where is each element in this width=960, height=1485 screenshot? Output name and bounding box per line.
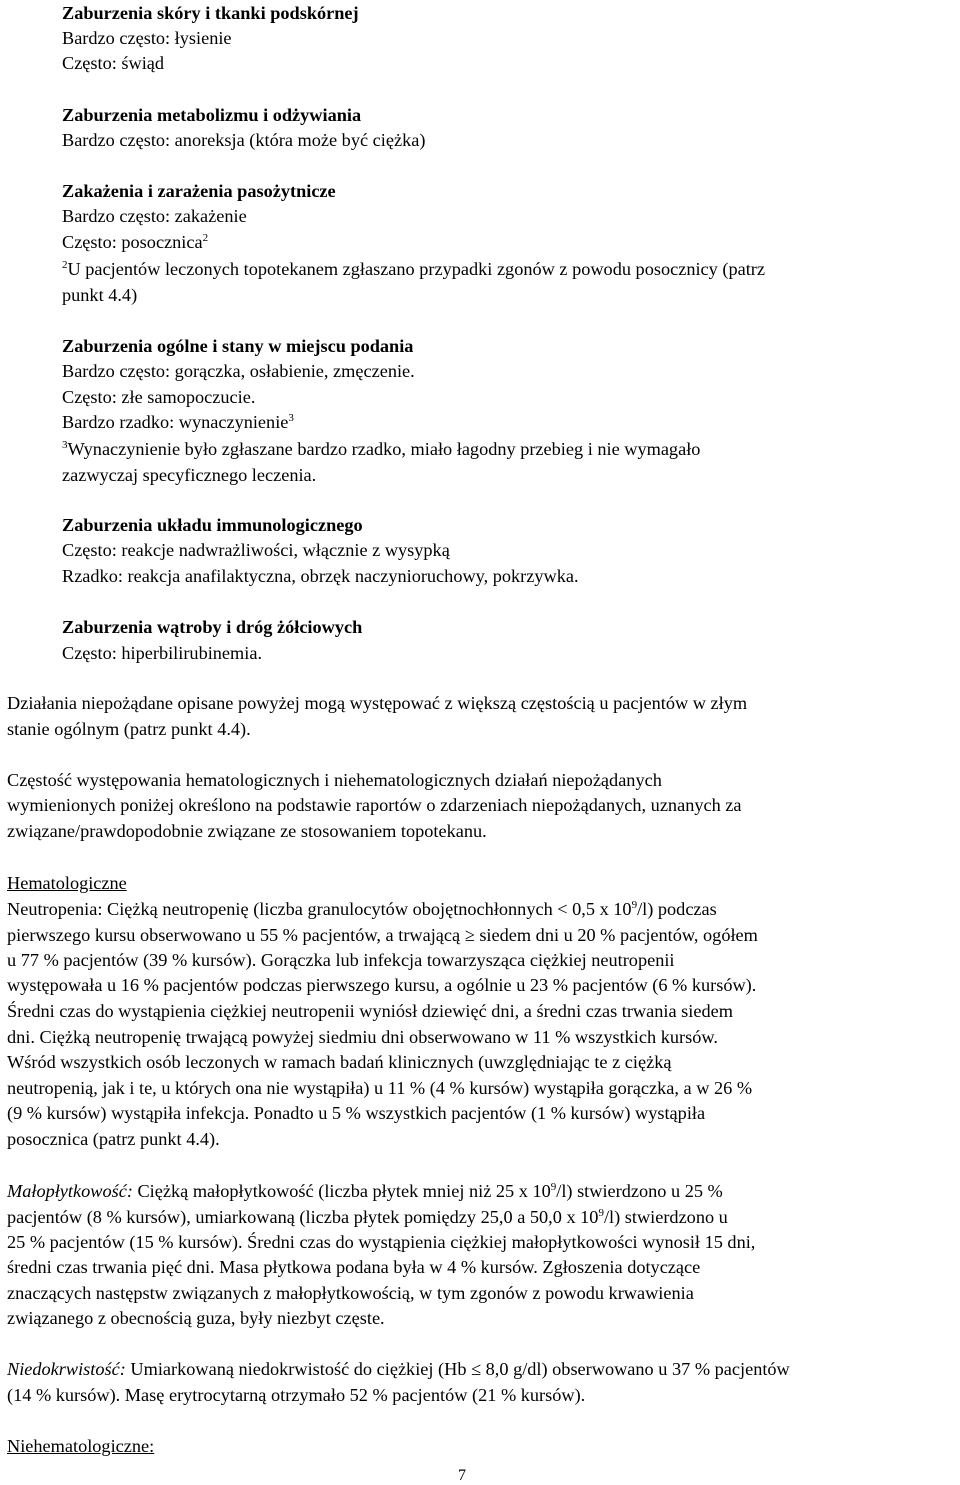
paragraph-line: (9 % kursów) wystąpiła infekcja. Ponadto u 5 % wszystkich pacjentów (1 % kursów) wystąpiła <box>7 1103 706 1123</box>
neutropenia-label: Neutropenia: <box>7 899 103 919</box>
section-heading-infections: Zakażenia i zarażenia pasożytnicze <box>62 181 336 201</box>
subheading-hematological: Hematologiczne <box>7 873 127 893</box>
paragraph-line <box>7 1356 790 1382</box>
text-span: Wynaczynienie było zgłaszane bardzo rzadko, miało łagodny przebieg i nie wymagało <box>67 439 701 459</box>
thrombocytopenia-label: Małopłytkowość: <box>7 1181 133 1201</box>
text-span: Bardzo rzadko: wynaczynienie <box>62 412 289 432</box>
paragraph-line: neutropenią, jak i te, u których ona nie wystąpiła) u 11 % (4 % kursów) wystąpiła gorączka, a w 26 % <box>7 1078 753 1098</box>
footnote-marker: 2 <box>202 232 209 244</box>
footnote-line: zazwyczaj specyficznego leczenia. <box>62 465 317 485</box>
paragraph-line: 25 % pacjentów (15 % kursów). Średni czas do wystąpienia ciężkiej małopłytkowości wynosił 15 dni, <box>7 1232 756 1252</box>
text-line: Bardzo często: anoreksja (która może być ciężka) <box>62 130 426 150</box>
exponent: 9 <box>550 1181 557 1193</box>
text-span: /l) stwierdzono u 25 % <box>556 1181 723 1201</box>
footnote-line: punkt 4.4) <box>62 285 138 305</box>
text-span: Ciężką małopłytkowość (liczba płytek mniej niż 25 x 10 <box>132 1181 551 1201</box>
text-line: Często: hiperbilirubinemia. <box>62 643 263 663</box>
paragraph-line: Działania niepożądane opisane powyżej mogą występować z większą częstością u pacjentów w złym <box>7 693 748 713</box>
text-span: Często: posocznica <box>62 232 203 252</box>
text-line: Często: reakcje nadwrażliwości, włącznie z wysypką <box>62 540 450 560</box>
text-line: Bardzo często: gorączka, osłabienie, zmęczenie. <box>62 361 415 381</box>
text-span: Ciężką neutropenię (liczba granulocytów obojętnochłonnych < 0,5 x 10 <box>102 899 632 919</box>
paragraph-line: stanie ogólnym (patrz punkt 4.4). <box>7 719 251 739</box>
footnote-marker: 3 <box>62 439 68 451</box>
text-line <box>62 409 294 435</box>
paragraph-line <box>7 1204 728 1230</box>
section-heading-general: Zaburzenia ogólne i stany w miejscu podania <box>62 336 414 356</box>
text-line: Często: złe samopoczucie. <box>62 387 256 407</box>
footnote-line <box>62 256 765 282</box>
section-heading-metabolism: Zaburzenia metabolizmu i odżywiania <box>62 105 362 125</box>
text-line: Bardzo często: łysienie <box>62 28 232 48</box>
paragraph-line: związanego z obecnością guza, były niezbyt częste. <box>7 1308 385 1328</box>
text-line: Bardzo często: zakażenie <box>62 206 247 226</box>
text-line: Rzadko: reakcja anafilaktyczna, obrzęk naczynioruchowy, pokrzywka. <box>62 566 579 586</box>
subheading-nonhematological: Niehematologiczne: <box>7 1436 155 1456</box>
footnote-marker: 3 <box>288 412 294 424</box>
text-line: Często: świąd <box>62 53 165 73</box>
page-number: 7 <box>458 1467 466 1484</box>
text-span: /l) stwierdzono u <box>603 1207 728 1227</box>
text-span: pacjentów (8 % kursów), umiarkowaną (liczba płytek pomiędzy 25,0 a 50,0 x 10 <box>7 1207 599 1227</box>
paragraph-line: Średni czas do wystąpienia ciężkiej neutropenii wyniósł dziewięć dni, a średni czas trwania siedem <box>7 1001 733 1021</box>
paragraph-line: Częstość występowania hematologicznych i niehematologicznych działań niepożądanych <box>7 770 662 790</box>
text-line <box>62 229 208 255</box>
paragraph-line: średni czas trwania pięć dni. Masa płytkowa podana była w 4 % kursów. Zgłoszenia dotyczące <box>7 1257 701 1277</box>
paragraph-line <box>7 1178 723 1204</box>
paragraph-line: związane/prawdopodobnie związane ze stosowaniem topotekanu. <box>7 821 487 841</box>
paragraph-line: Wśród wszystkich osób leczonych w ramach badań klinicznych (uwzględniając te z ciężką <box>7 1052 672 1072</box>
paragraph-line: dni. Ciężką neutropenię trwającą powyżej siedmiu dni obserwowano w 11 % wszystkich kursów. <box>7 1027 718 1047</box>
paragraph-line: występowała u 16 % pacjentów podczas pierwszego kursu, a ogólnie u 23 % pacjentów (6 % kursów). <box>7 975 757 995</box>
anemia-label: Niedokrwistość: <box>7 1359 126 1379</box>
footnote-line <box>62 436 700 462</box>
text-span: /l) podczas <box>637 899 717 919</box>
paragraph-line: wymienionych poniżej określono na podstawie raportów o zdarzeniach niepożądanych, uznanych za <box>7 795 742 815</box>
paragraph-line: (14 % kursów). Masę erytrocytarną otrzymało 52 % pacjentów (21 % kursów). <box>7 1385 586 1405</box>
footnote-marker: 2 <box>62 259 68 271</box>
text-span: Umiarkowaną niedokrwistość do ciężkiej (Hb ≤ 8,0 g/dl) obserwowano u 37 % pacjentów <box>125 1359 790 1379</box>
paragraph-line: znaczących następstw związanych z małopłytkowością, w tym zgonów z powodu krwawienia <box>7 1283 694 1303</box>
exponent: 9 <box>598 1207 604 1219</box>
exponent: 9 <box>631 899 638 911</box>
paragraph-line: pierwszego kursu obserwowano u 55 % pacjentów, a trwającą ≥ siedem dni u 20 % pacjentów, ogółem <box>7 925 758 945</box>
text-span: U pacjentów leczonych topotekanem zgłaszano przypadki zgonów z powodu posocznicy (patrz <box>67 259 765 279</box>
section-heading-immune: Zaburzenia układu immunologicznego <box>62 515 363 535</box>
paragraph-line <box>7 896 717 922</box>
paragraph-line: posocznica (patrz punkt 4.4). <box>7 1129 220 1149</box>
section-heading-liver: Zaburzenia wątroby i dróg żółciowych <box>62 617 363 637</box>
paragraph-line: u 77 % pacjentów (39 % kursów). Gorączka lub infekcja towarzysząca ciężkiej neutropenii <box>7 950 675 970</box>
section-heading-skin: Zaburzenia skóry i tkanki podskórnej <box>62 3 359 23</box>
